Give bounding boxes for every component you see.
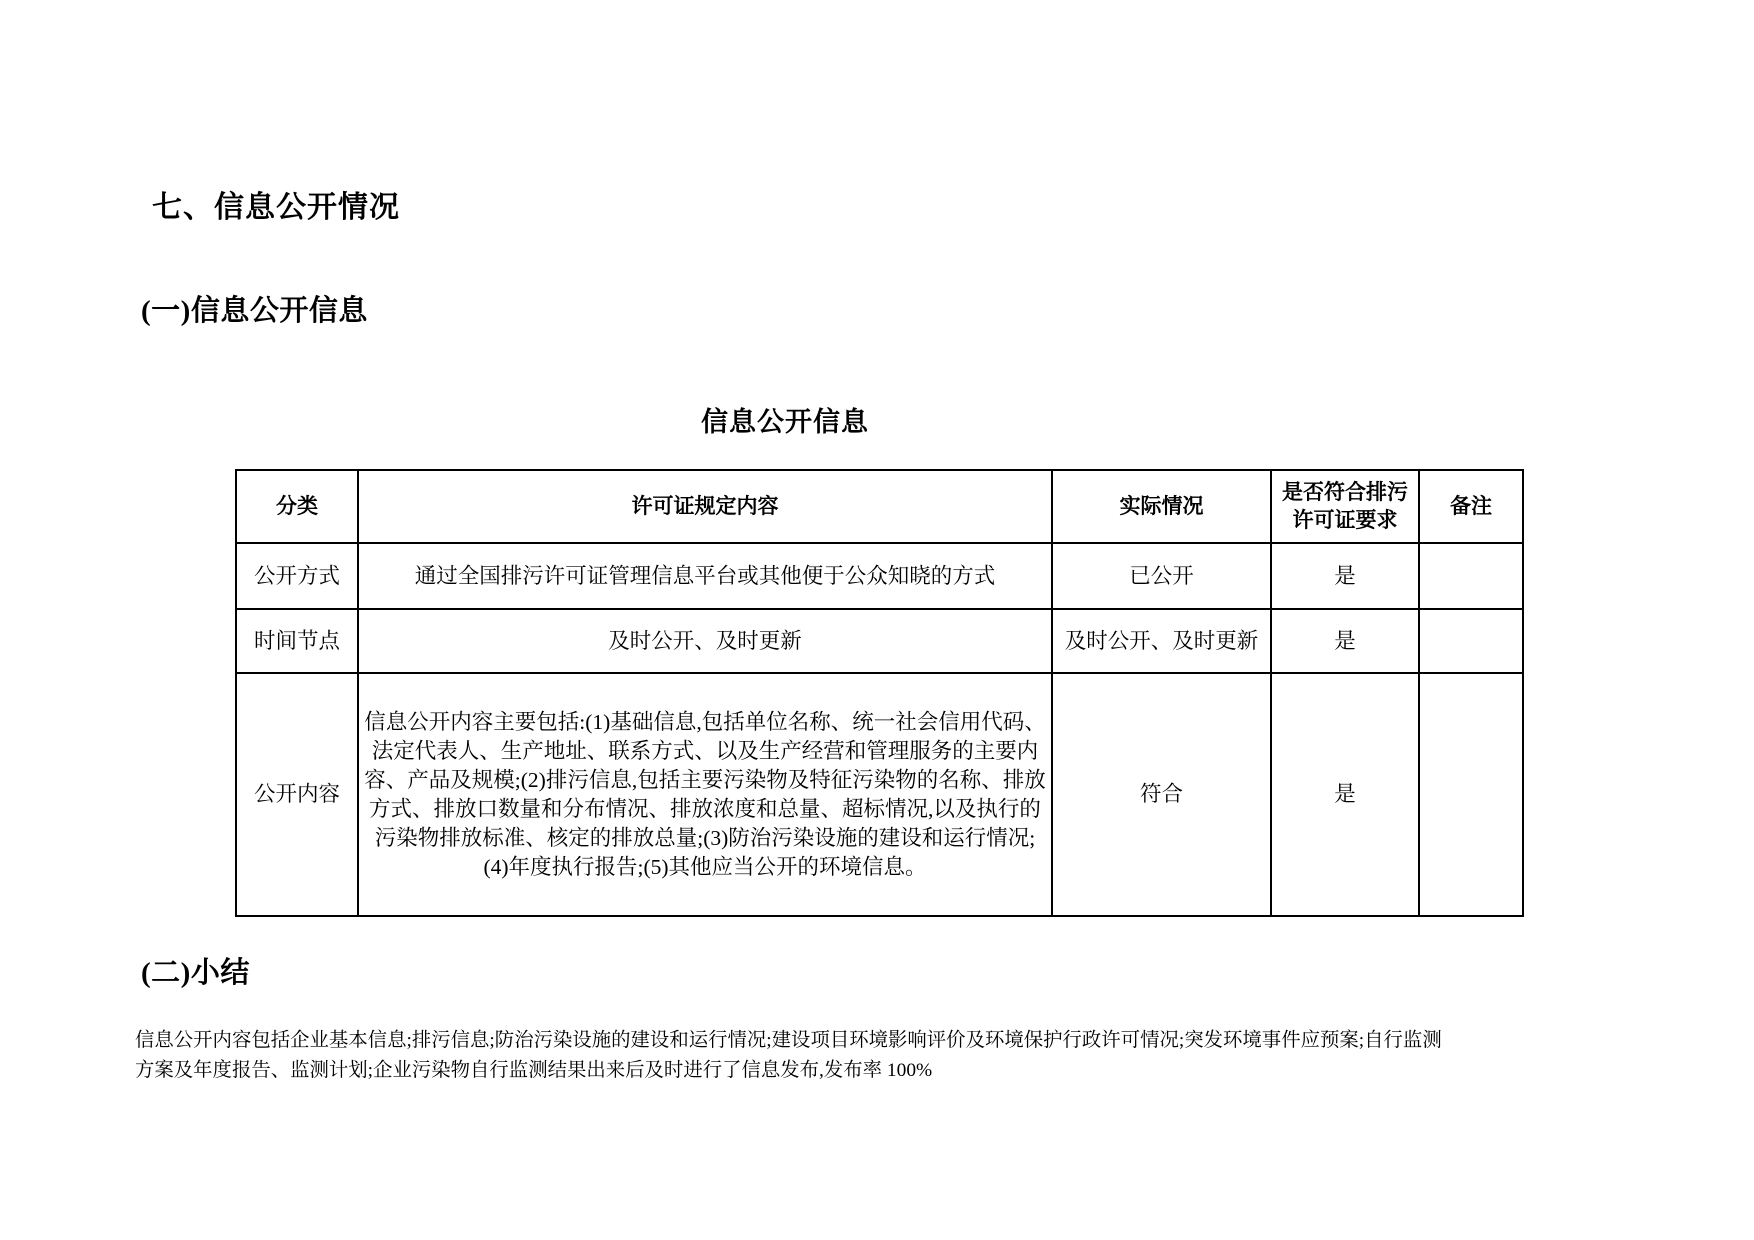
- cell-requirement: 信息公开内容主要包括:(1)基础信息,包括单位名称、统一社会信用代码、法定代表人、生产地址、联系方式、以及生产经营和管理服务的主要内容、产品及规模;(2)排污信息,包括主要污染物及特征污染物的名称、排放方式、排放口数量和分布情况、排放浓度和总量、超标情况,以及执行的污染物排放标准、核定的排放总量;(3)防治污染设施的建设和运行情况;(4)年度执行报告;(5)其他应当公开的环境信息。: [358, 673, 1052, 916]
- cell-actual: 已公开: [1052, 543, 1271, 609]
- table-header-row: [236, 470, 1523, 543]
- cell-remark: [1419, 543, 1523, 609]
- cell-actual: 符合: [1052, 673, 1271, 916]
- header-actual: 实际情况: [1052, 470, 1271, 543]
- cell-compliant: 是: [1271, 543, 1419, 609]
- cell-actual: 及时公开、及时更新: [1052, 609, 1271, 673]
- summary-paragraph: 信息公开内容包括企业基本信息;排污信息;防治污染设施的建设和运行情况;建设项目环境影响评价及环境保护行政许可情况;突发环境事件应预案;自行监测方案及年度报告、监测计划;企业污染物自行监测结果出来后及时进行了信息发布,发布率 100%: [135, 1030, 1442, 1081]
- cell-category: 公开内容: [236, 673, 358, 916]
- table-title: 信息公开信息: [701, 407, 869, 437]
- table-row: [236, 609, 1523, 673]
- cell-category: 时间节点: [236, 609, 358, 673]
- header-remark: 备注: [1419, 470, 1523, 543]
- cell-remark: [1419, 673, 1523, 916]
- header-compliant: 是否符合排污许可证要求: [1271, 470, 1419, 543]
- subsection-heading-2: (二)小结: [141, 957, 250, 989]
- cell-requirement: 通过全国排污许可证管理信息平台或其他便于公众知晓的方式: [358, 543, 1052, 609]
- header-requirement: 许可证规定内容: [358, 470, 1052, 543]
- section-heading: 七、信息公开情况: [152, 191, 400, 224]
- header-category: 分类: [236, 470, 358, 543]
- info-disclosure-table: [235, 469, 1524, 917]
- cell-compliant: 是: [1271, 673, 1419, 916]
- cell-requirement: 及时公开、及时更新: [358, 609, 1052, 673]
- cell-remark: [1419, 609, 1523, 673]
- table-row: [236, 673, 1523, 916]
- cell-category: 公开方式: [236, 543, 358, 609]
- cell-compliant: 是: [1271, 609, 1419, 673]
- subsection-heading-1: (一)信息公开信息: [141, 295, 368, 327]
- table-row: [236, 543, 1523, 609]
